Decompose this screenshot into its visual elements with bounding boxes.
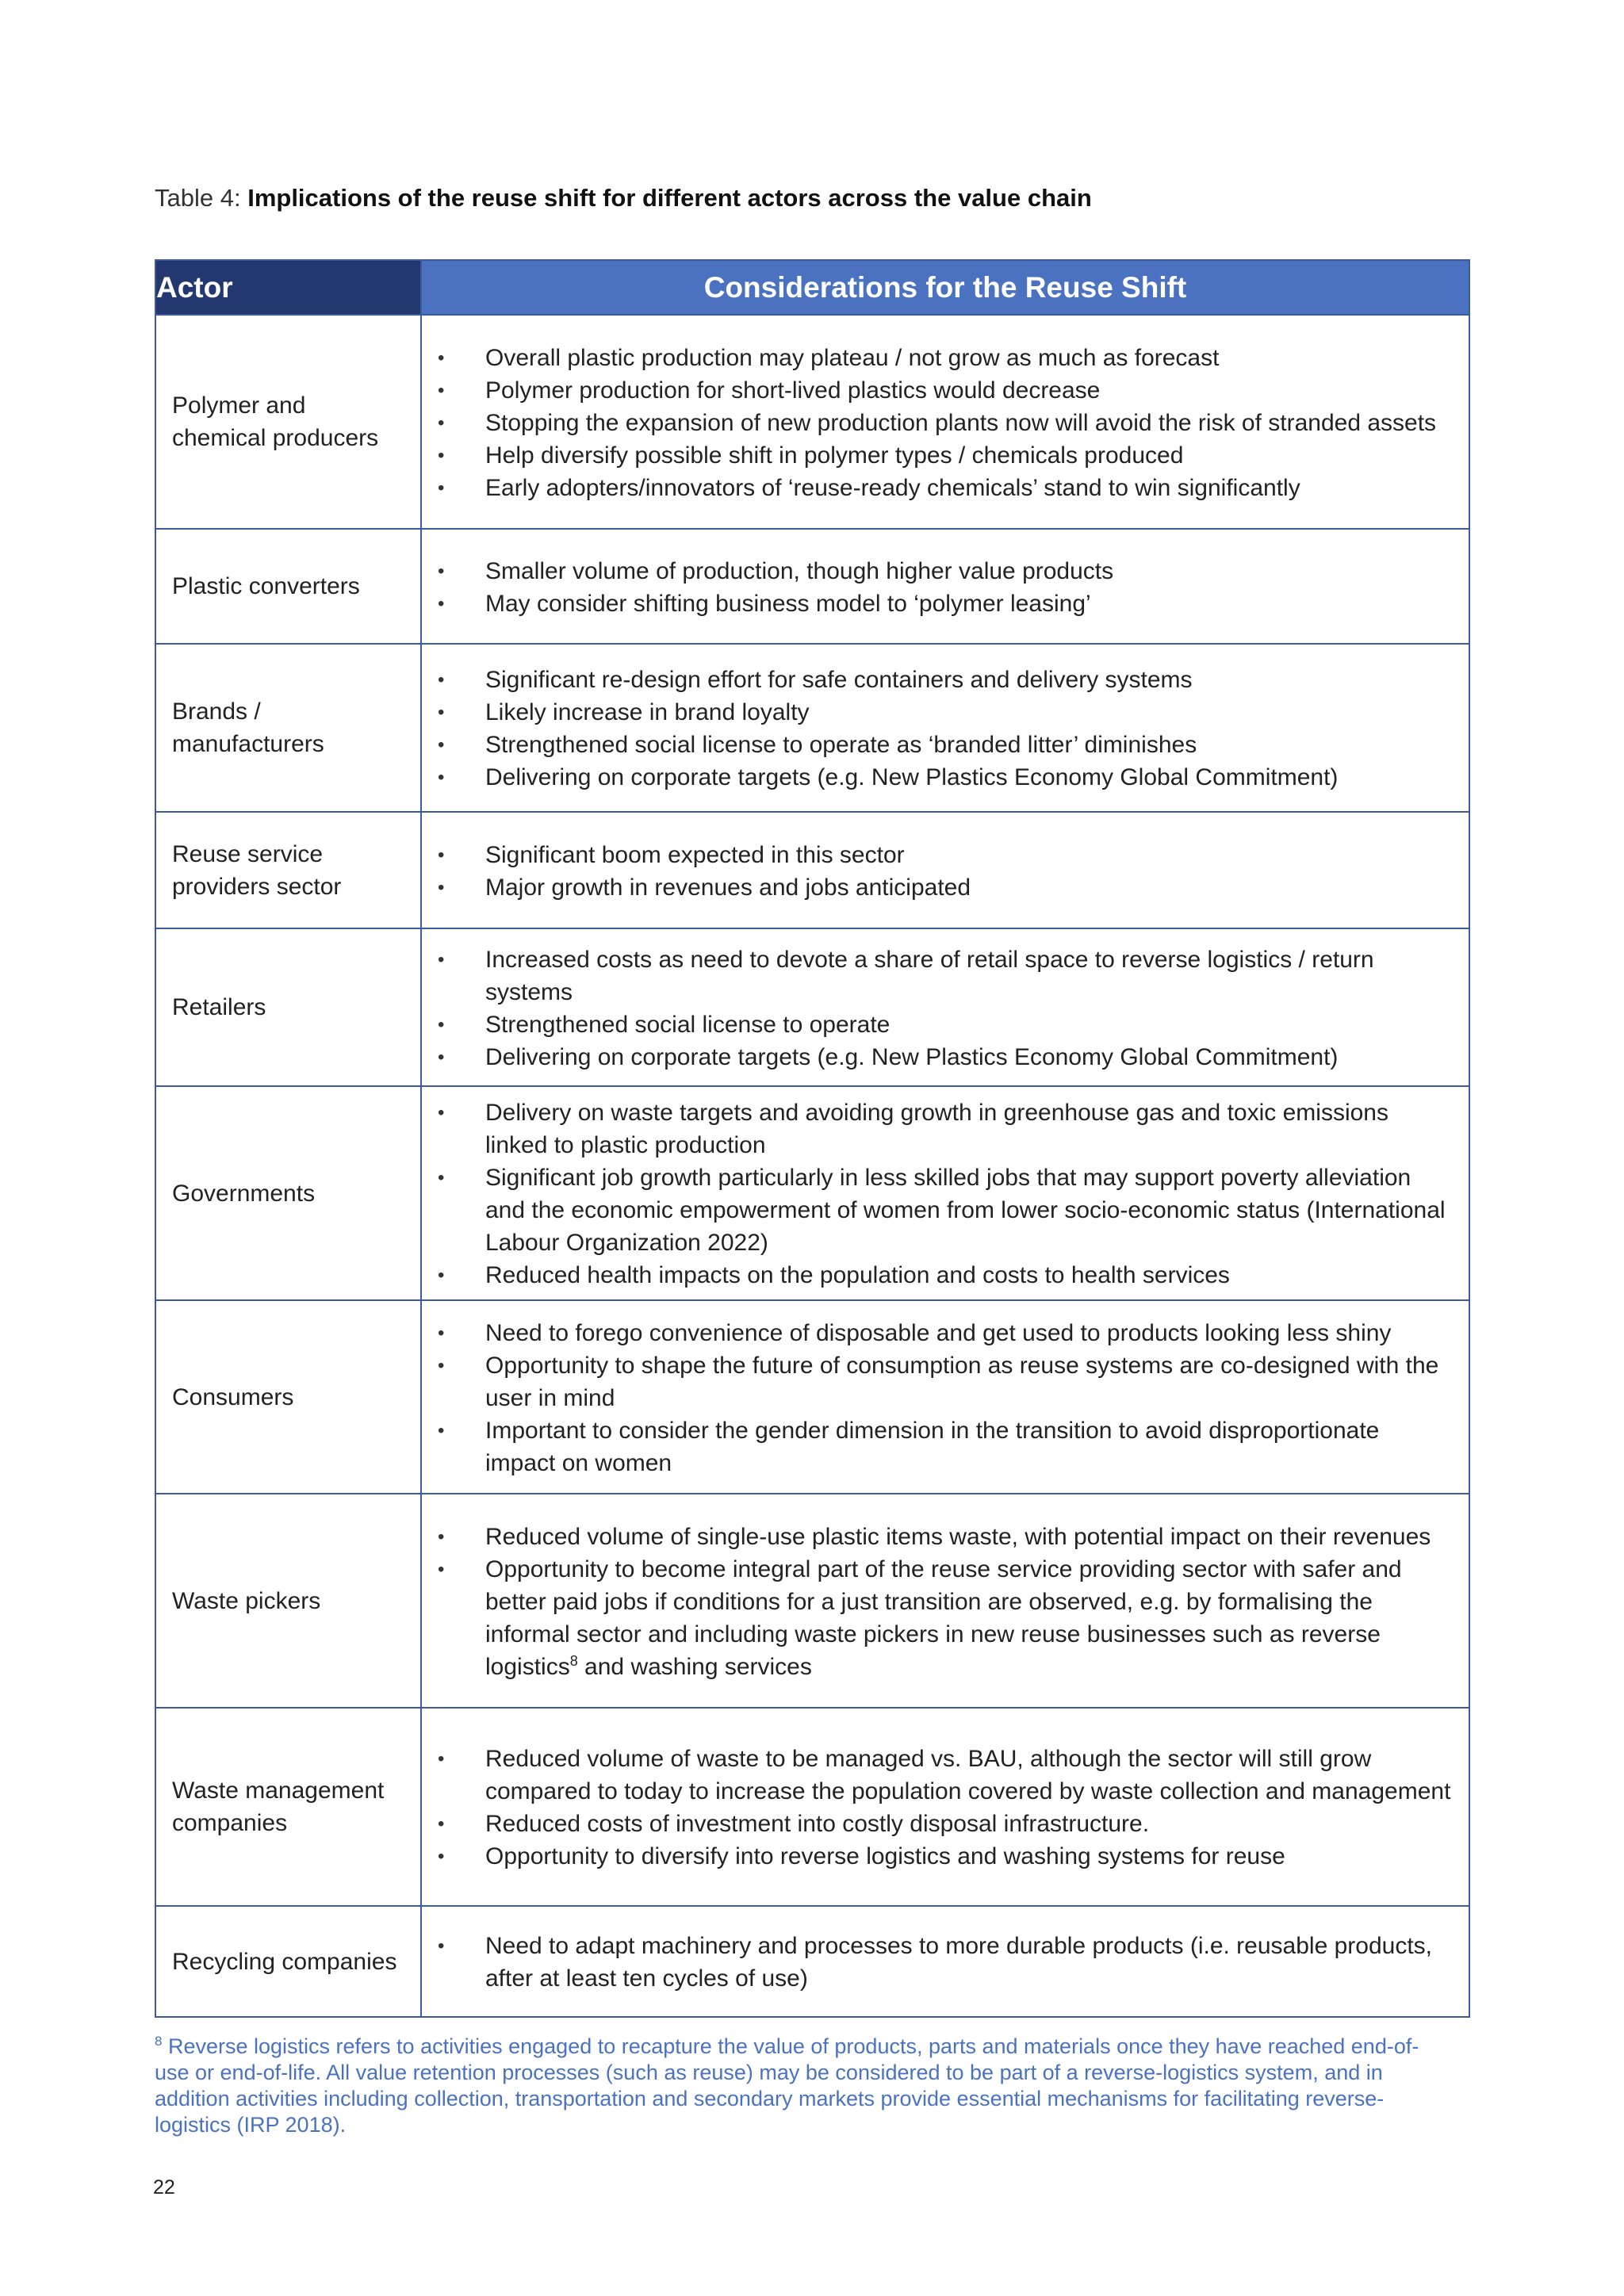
table-row	[155, 1300, 1469, 1494]
list-item: • Significant job growth particularly in less skilled jobs that may support poverty alleviation and the economic empowerment of women from lower socio-economic status (International Labour Organization 2022)	[422, 1161, 1454, 1259]
list-item	[422, 1553, 1454, 1683]
considerations-cell	[421, 644, 1469, 812]
bullet-list	[422, 1096, 1454, 1292]
bullet-list	[422, 943, 1454, 1073]
considerations-cell	[421, 1494, 1469, 1708]
bullet-list	[422, 1317, 1454, 1479]
list-item: • Significant boom expected in this sector	[422, 839, 1454, 871]
table-header-row	[155, 260, 1469, 315]
actor-cell: Brands / manufacturers	[155, 644, 421, 812]
table-row	[155, 529, 1469, 644]
list-item: • Important to consider the gender dimension in the transition to avoid disproportionate impact on women	[422, 1414, 1454, 1479]
actors-table	[155, 259, 1470, 2018]
actor-cell: Polymer and chemical producers	[155, 315, 421, 529]
list-item: • Stopping the expansion of new production plants now will avoid the risk of stranded assets	[422, 407, 1454, 439]
list-item: • Opportunity to diversify into reverse logistics and washing systems for reuse	[422, 1840, 1454, 1873]
considerations-cell	[421, 529, 1469, 644]
table-caption	[155, 184, 1092, 212]
table-row	[155, 1906, 1469, 2017]
header-considerations: Considerations for the Reuse Shift	[421, 260, 1469, 315]
table-row	[155, 812, 1469, 928]
list-item: • Delivering on corporate targets (e.g. New Plastics Economy Global Commitment)	[422, 761, 1454, 794]
table-row	[155, 1708, 1469, 1906]
considerations-cell	[421, 1906, 1469, 2017]
list-item: • Likely increase in brand loyalty	[422, 696, 1454, 729]
list-item: • Strengthened social license to operate as ‘branded litter’ diminishes	[422, 729, 1454, 761]
list-item: • Need to adapt machinery and processes to more durable products (i.e. reusable products, after at least ten cycles of use)	[422, 1930, 1454, 1995]
list-item-text: Opportunity to become integral part of the reuse service providing sector with safer and better paid jobs if conditions for a just transition are observed, e.g. by formalising the informal sector and including waste pickers in new reuse businesses such as reverse logistics	[485, 1556, 1402, 1680]
list-item: • Opportunity to shape the future of consumption as reuse systems are co-designed with the user in mind	[422, 1349, 1454, 1414]
list-item: • Major growth in revenues and jobs anticipated	[422, 871, 1454, 904]
bullet-list	[422, 664, 1454, 794]
list-item: • Overall plastic production may plateau / not grow as much as forecast	[422, 342, 1454, 374]
caption-prefix: Table 4:	[155, 184, 248, 212]
list-item: • Need to forego convenience of disposable and get used to products looking less shiny	[422, 1317, 1454, 1349]
actor-cell: Retailers	[155, 928, 421, 1086]
list-item-tail: and washing services	[577, 1653, 812, 1680]
list-item: • Help diversify possible shift in polymer types / chemicals produced	[422, 439, 1454, 472]
considerations-cell	[421, 1086, 1469, 1300]
bullet-list	[422, 1743, 1454, 1873]
list-item: • Reduced volume of single-use plastic items waste, with potential impact on their revenues	[422, 1521, 1454, 1553]
caption-title: Implications of the reuse shift for different actors across the value chain	[247, 184, 1092, 212]
list-item: • Polymer production for short-lived plastics would decrease	[422, 374, 1454, 407]
list-item: • Delivering on corporate targets (e.g. New Plastics Economy Global Commitment)	[422, 1041, 1454, 1073]
actor-cell: Recycling companies	[155, 1906, 421, 2017]
considerations-cell	[421, 928, 1469, 1086]
list-item: • Reduced costs of investment into costly disposal infrastructure.	[422, 1808, 1454, 1840]
list-item: • May consider shifting business model to ‘polymer leasing’	[422, 587, 1454, 620]
table-row	[155, 1086, 1469, 1300]
list-item: • Delivery on waste targets and avoiding growth in greenhouse gas and toxic emissions linked to plastic production	[422, 1096, 1454, 1161]
bullet-list	[422, 1930, 1454, 1995]
table-row	[155, 928, 1469, 1086]
table-row	[155, 315, 1469, 529]
considerations-cell	[421, 812, 1469, 928]
footnote	[155, 2034, 1439, 2138]
bullet-list	[422, 839, 1454, 904]
actor-cell: Consumers	[155, 1300, 421, 1494]
list-item: • Reduced volume of waste to be managed vs. BAU, although the sector will still grow compared to today to increase the population covered by waste collection and management	[422, 1743, 1454, 1808]
table-row	[155, 1494, 1469, 1708]
list-item: • Strengthened social license to operate	[422, 1008, 1454, 1041]
actor-cell: Governments	[155, 1086, 421, 1300]
actor-cell: Waste pickers	[155, 1494, 421, 1708]
footnote-text: Reverse logistics refers to activities engaged to recapture the value of products, parts and materials once they have reached end-of-use or end-of-life. All value retention processes (such as reuse) may be considered to be part of a reverse-logistics system, and in addition activities including collection, transportation and secondary markets provide essential mechanisms for facilitating reverse-logistics (IRP 2018).	[155, 2034, 1419, 2137]
list-item: • Increased costs as need to devote a share of retail space to reverse logistics / return systems	[422, 943, 1454, 1008]
table-row	[155, 644, 1469, 812]
considerations-cell	[421, 1300, 1469, 1494]
list-item: • Significant re-design effort for safe containers and delivery systems	[422, 664, 1454, 696]
list-item: • Reduced health impacts on the population and costs to health services	[422, 1259, 1454, 1292]
footnote-marker: 8	[155, 2034, 163, 2049]
page-number: 22	[153, 2176, 175, 2198]
header-actor: Actor	[155, 260, 421, 315]
footnote-ref: 8	[569, 1652, 578, 1669]
considerations-cell	[421, 315, 1469, 529]
list-item: • Early adopters/innovators of ‘reuse-ready chemicals’ stand to win significantly	[422, 472, 1454, 504]
actor-cell: Plastic converters	[155, 529, 421, 644]
considerations-cell	[421, 1708, 1469, 1906]
bullet-list	[422, 342, 1454, 504]
actor-cell: Waste management companies	[155, 1708, 421, 1906]
actor-cell: Reuse service providers sector	[155, 812, 421, 928]
list-item: • Smaller volume of production, though higher value products	[422, 555, 1454, 587]
bullet-list	[422, 555, 1454, 620]
bullet-list	[422, 1521, 1454, 1683]
